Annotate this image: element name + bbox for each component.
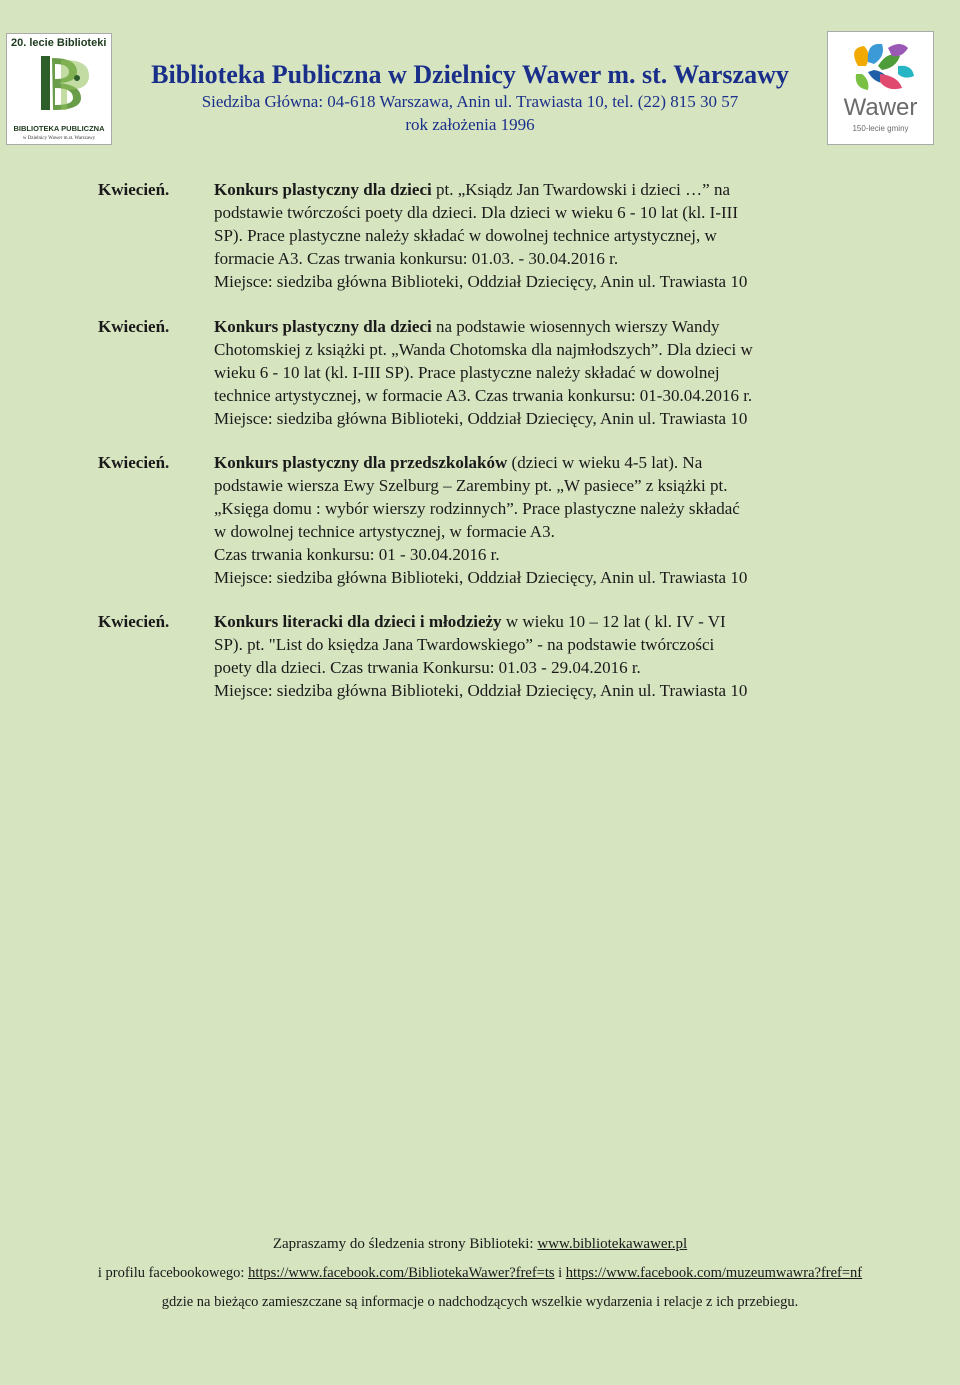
event-description <box>214 178 844 293</box>
event-line: wieku 6 - 10 lat (kl. I-III SP). Prace plastyczne należy składać w dowolnej <box>214 363 720 382</box>
event-text: na podstawie wiosennych wierszy Wandy <box>431 317 720 336</box>
event-title: Konkurs plastyczny dla dzieci <box>214 317 432 336</box>
event-line: podstawie wiersza Ewy Szelburg – Zarembiny pt. „W pasiece” z książki pt. <box>214 476 728 495</box>
event-line: SP). Prace plastyczne należy składać w dowolnej technice artystycznej, w <box>214 226 717 245</box>
event-location: Miejsce: siedziba główna Biblioteki, Oddział Dziecięcy, Anin ul. Trawiasta 10 <box>214 681 748 700</box>
footer-facebook-text: i profilu facebookowego: <box>97 1265 249 1281</box>
event-line: poety dla dzieci. Czas trwania Konkursu: 01.03 - 29.04.2016 r. <box>214 658 641 677</box>
wawer-logo-name: Wawer <box>843 94 918 121</box>
footer-line-website <box>0 1236 960 1253</box>
event-description <box>214 451 844 589</box>
museum-facebook-link[interactable]: https://www.facebook.com/muzeumwawra?fref=nf <box>565 1265 863 1281</box>
event-line: „Księga domu : wybór wierszy rodzinnych”. Prace plastyczne należy składać <box>214 499 740 518</box>
event-description <box>214 610 844 702</box>
event-line: w dowolnej technice artystycznej, w formacie A3. <box>214 522 555 541</box>
event-text: pt. „Ksiądz Jan Twardowski i dzieci …” na <box>431 180 730 199</box>
event-title: Konkurs plastyczny dla przedszkolaków <box>214 453 508 472</box>
library-facebook-link[interactable]: https://www.facebook.com/BibliotekaWawer?fref=ts <box>248 1265 555 1281</box>
event-title: Konkurs literacki dla dzieci i młodzieży <box>214 612 502 631</box>
event-month: Kwiecień. <box>98 612 170 631</box>
event-line: Czas trwania konkursu: 01 - 30.04.2016 r. <box>214 545 500 564</box>
library-website-link[interactable]: www.bibliotekawawer.pl <box>537 1236 688 1252</box>
page-title: Biblioteka Publiczna w Dzielnicy Wawer m. st. Warszawy <box>151 60 789 89</box>
event-line <box>214 451 844 474</box>
footer-line-facebook <box>0 1265 960 1282</box>
logo-left-bottom-subtext: w Dzielnicy Wawer m.st. Warszawy <box>22 136 96 141</box>
footer-line-info: gdzie na bieżąco zamieszczane są informacje o nadchodzących wszelkie wydarzenia i relacje z ich przebiegu. <box>161 1294 799 1310</box>
logo-left-top-text: 20. lecie Biblioteki <box>11 37 107 49</box>
event-month: Kwiecień. <box>98 180 170 199</box>
event-line <box>214 178 844 201</box>
library-20th-anniversary-logo <box>6 33 112 145</box>
footer-website-text: Zapraszamy do śledzenia strony Biblioteki: <box>272 1236 538 1252</box>
event-line <box>214 610 844 633</box>
wawer-150-logo <box>827 31 934 145</box>
event-line <box>214 315 844 338</box>
library-book-emblem-icon <box>7 52 111 114</box>
event-description <box>214 315 844 430</box>
event-location: Miejsce: siedziba główna Biblioteki, Oddział Dziecięcy, Anin ul. Trawiasta 10 <box>214 568 748 587</box>
event-month: Kwiecień. <box>98 453 170 472</box>
event-title: Konkurs plastyczny dla dzieci <box>214 180 432 199</box>
event-location: Miejsce: siedziba główna Biblioteki, Oddział Dziecięcy, Anin ul. Trawiasta 10 <box>214 272 748 291</box>
event-location: Miejsce: siedziba główna Biblioteki, Oddział Dziecięcy, Anin ul. Trawiasta 10 <box>214 409 748 428</box>
logo-left-bottom-text: BIBLIOTEKA PUBLICZNA <box>13 124 105 133</box>
library-founded: rok założenia 1996 <box>405 115 535 134</box>
event-text: w wieku 10 – 12 lat ( kl. IV - VI <box>501 612 726 631</box>
event-month: Kwiecień. <box>98 317 170 336</box>
event-line: podstawie twórczości poety dla dzieci. Dla dzieci w wieku 6 - 10 lat (kl. I-III <box>214 203 738 222</box>
wawer-logo-sub: 150-lecie gminy <box>852 124 909 133</box>
event-line: technice artystycznej, w formacie A3. Czas trwania konkursu: 01-30.04.2016 r. <box>214 386 753 405</box>
event-line: SP). pt. "List do księdza Jana Twardowskiego” - na podstawie twórczości <box>214 635 715 654</box>
library-address: Siedziba Główna: 04-618 Warszawa, Anin ul. Trawiasta 10, tel. (22) 815 30 57 <box>201 92 739 111</box>
footer-and-text: i <box>554 1265 566 1281</box>
event-line: formacie A3. Czas trwania konkursu: 01.03. - 30.04.2016 r. <box>214 249 619 268</box>
wawer-flower-icon <box>828 36 933 98</box>
event-text: (dzieci w wieku 4-5 lat). Na <box>507 453 703 472</box>
event-line: Chotomskiej z książki pt. „Wanda Chotomska dla najmłodszych”. Dla dzieci w <box>214 340 753 359</box>
